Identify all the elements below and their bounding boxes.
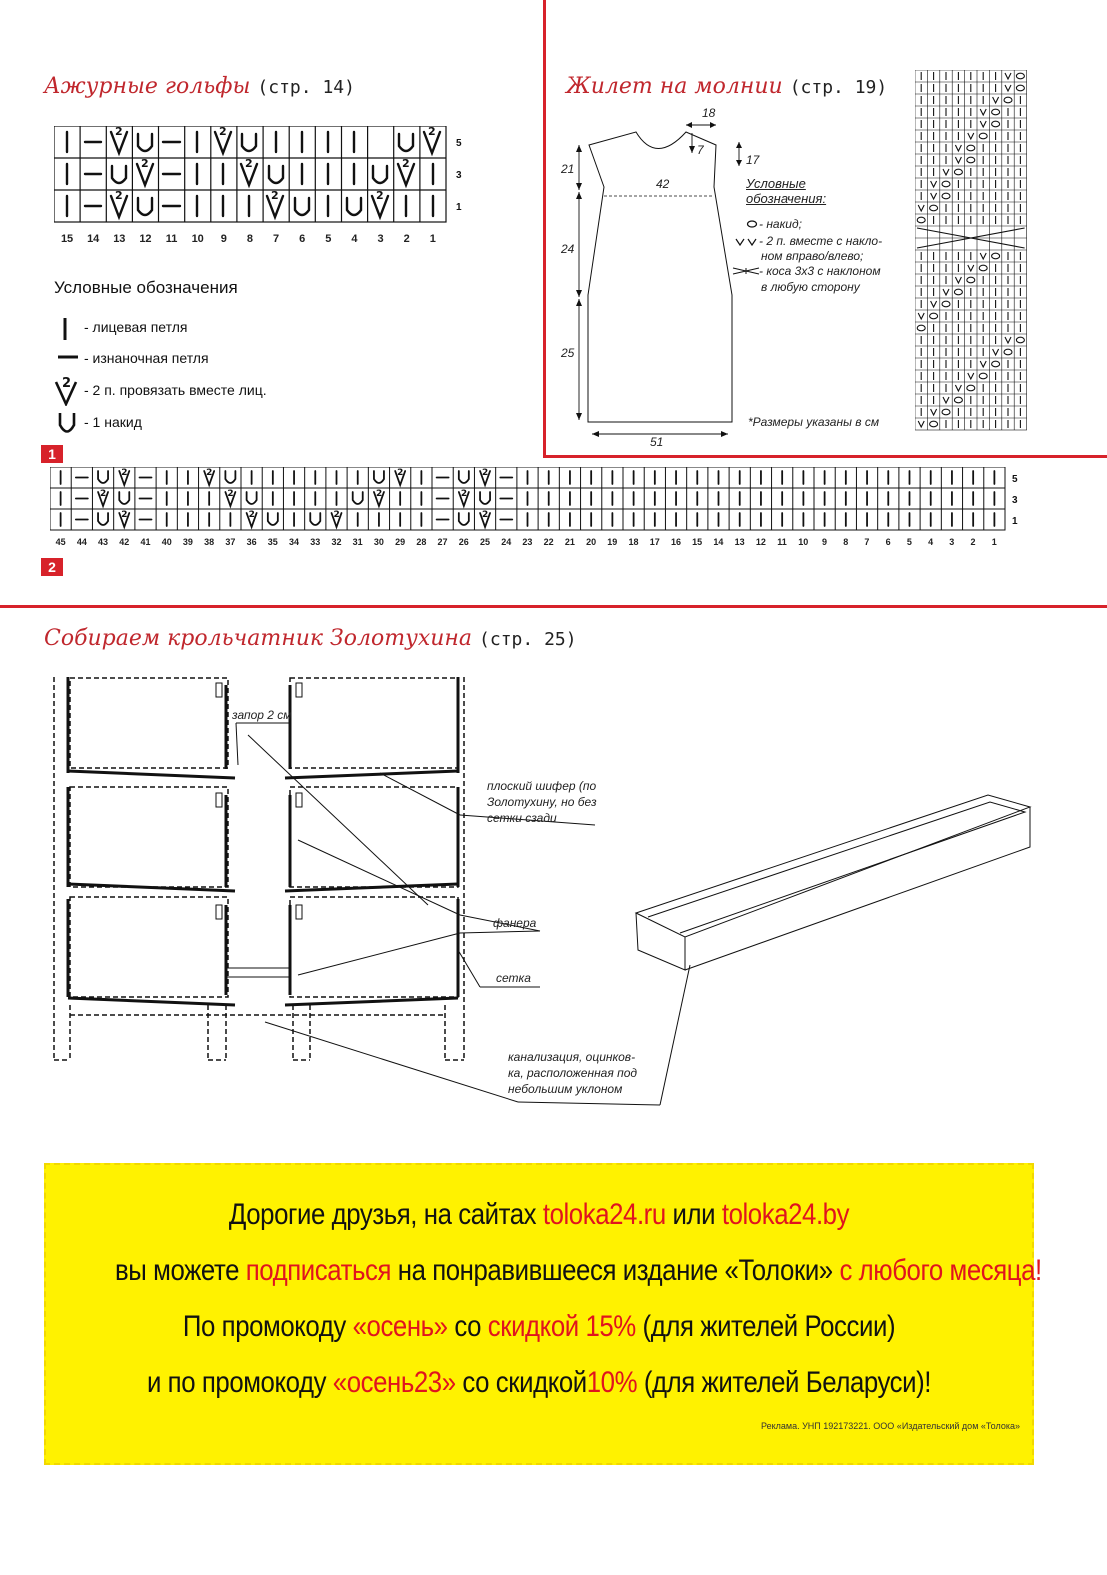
svg-text:2: 2 — [271, 189, 279, 202]
vest-dim-42: 42 — [656, 177, 670, 191]
col-number: 2 — [403, 233, 410, 245]
ad-line2-a: вы можете — [115, 1254, 246, 1287]
vest-stitch-symbol — [930, 313, 938, 319]
vest-stitch-symbol — [968, 133, 974, 139]
ad-line2-d: с любого месяца! — [839, 1254, 1042, 1287]
legend-item-yo: - 1 накид — [84, 414, 142, 430]
vest-stitch-symbol — [993, 349, 999, 355]
svg-text:2: 2 — [482, 510, 489, 520]
subscription-ad — [44, 1163, 1042, 1465]
col-number: 22 — [543, 537, 554, 547]
vest-legend-cable-icon — [732, 266, 760, 276]
vest-dim-21: 21 — [561, 162, 575, 176]
hutch-label-shifer-3: сетки сзади — [487, 811, 557, 825]
chart2-row-3: 3 — [1012, 495, 1018, 506]
legend-k2tog-icon — [52, 374, 82, 406]
legend-heading: Условные обозначения — [54, 278, 238, 297]
legend-item-knit: - лицевая петля — [84, 319, 188, 335]
col-number: 10 — [191, 233, 204, 245]
vest-stitch-symbol — [968, 373, 974, 379]
col-number: 7 — [273, 233, 280, 245]
col-number: 29 — [395, 537, 406, 547]
vest-stitch-symbol — [967, 385, 975, 391]
ad-line4-d: 10% — [586, 1366, 638, 1399]
svg-text:2: 2 — [141, 157, 149, 170]
title-golfy-name: Ажурные гольфы — [44, 74, 251, 99]
svg-text:2: 2 — [333, 510, 340, 520]
col-number: 38 — [204, 537, 215, 547]
col-number: 13 — [734, 537, 745, 547]
legend-knit-icon — [58, 316, 72, 342]
col-number: 4 — [351, 233, 358, 245]
stitch-symbol — [374, 471, 384, 483]
ad-line-2 — [115, 1254, 1042, 1288]
stitch-symbol — [459, 513, 469, 525]
vest-stitch-symbol — [931, 409, 937, 415]
stitch-symbol — [98, 471, 108, 483]
vest-stitch-symbol — [942, 409, 950, 415]
col-number: 9 — [220, 233, 227, 245]
col-number: 8 — [246, 233, 253, 245]
svg-text:2: 2 — [376, 189, 384, 202]
chart1-row-5: 5 — [456, 138, 462, 149]
legend-purl-icon — [56, 350, 80, 364]
vest-dim-17: 17 — [746, 153, 760, 167]
col-number: 41 — [140, 537, 151, 547]
vest-stitch-symbol — [918, 205, 924, 211]
stitch-symbol — [247, 492, 257, 504]
col-number: 36 — [246, 537, 257, 547]
vest-stitch-symbol — [967, 145, 975, 151]
col-number: 1 — [429, 233, 436, 245]
ad-line-4 — [115, 1366, 963, 1400]
vest-legend-item-yo: - накид; — [759, 217, 802, 231]
svg-text:2: 2 — [115, 126, 123, 138]
vest-legend-item-cable: - коса 3х3 с наклоном — [759, 264, 881, 278]
col-number: 23 — [522, 537, 533, 547]
vest-legend-item-dec: - 2 п. вместе с накло- — [759, 234, 883, 248]
col-number: 3 — [949, 537, 955, 547]
col-number: 25 — [479, 537, 490, 547]
col-number: 12 — [755, 537, 766, 547]
col-number: 6 — [885, 537, 891, 547]
col-number: 30 — [373, 537, 384, 547]
vest-dim-25: 25 — [561, 346, 575, 360]
col-number: 44 — [76, 537, 87, 547]
stitch-symbol — [268, 513, 278, 525]
ad-line3-e: (для жителей России) — [635, 1310, 896, 1343]
vest-stitch-symbol — [943, 397, 949, 403]
col-number: 6 — [299, 233, 306, 245]
vest-stitch-symbol — [955, 145, 961, 151]
svg-text:2: 2 — [100, 489, 107, 499]
chart1-row-3: 3 — [456, 170, 462, 181]
hutch-label-zapor: запор 2 см — [232, 708, 292, 722]
vest-legend-title: Условные обозначения: — [746, 176, 827, 206]
stitch-symbol — [480, 492, 490, 504]
vest-stitch-symbol — [930, 421, 938, 427]
col-number: 37 — [225, 537, 236, 547]
vest-stitch-symbol — [992, 109, 1000, 115]
hutch-label-shifer-2: Золотухину, но без — [487, 795, 597, 809]
vest-knit-chart — [915, 70, 1035, 434]
title-krol — [44, 626, 577, 651]
vest-legend-dec-icon — [734, 237, 758, 247]
svg-text:2: 2 — [62, 376, 72, 391]
svg-text:2: 2 — [115, 189, 123, 202]
col-number: 5 — [906, 537, 912, 547]
col-number: 2 — [970, 537, 976, 547]
stitch-symbol — [310, 513, 320, 525]
col-number: 43 — [98, 537, 109, 547]
vest-stitch-symbol — [967, 277, 975, 283]
title-golfy-page: (стр. 14) — [257, 77, 355, 98]
vest-stitch-symbol — [930, 205, 938, 211]
col-number: 10 — [798, 537, 809, 547]
col-number: 34 — [289, 537, 300, 547]
vest-stitch-symbol — [931, 301, 937, 307]
divider-vertical — [543, 0, 546, 458]
hutch-label-kanal-1: канализация, оцинков- — [508, 1050, 636, 1064]
col-number: 14 — [713, 537, 724, 547]
chart2-col-numbers — [50, 537, 1005, 547]
col-number: 18 — [628, 537, 639, 547]
col-number: 11 — [777, 537, 787, 547]
vest-stitch-symbol — [979, 373, 987, 379]
ad-line2-c: на понравившееся издание «Толоки» — [391, 1254, 840, 1287]
vest-stitch-symbol — [979, 265, 987, 271]
legend-yo-icon — [56, 410, 78, 436]
legend-item-purl: - изнаночная петля — [84, 350, 209, 366]
vest-dim-24: 24 — [561, 242, 575, 256]
col-number: 27 — [437, 537, 448, 547]
svg-text:2: 2 — [460, 489, 468, 499]
col-number: 13 — [113, 233, 126, 245]
title-zhilet-page: (стр. 19) — [789, 77, 888, 98]
ad-link-toloka-by[interactable]: toloka24.by — [721, 1198, 850, 1231]
vest-stitch-symbol — [992, 361, 1000, 367]
ad-line4-e: (для жителей Беларуси)! — [637, 1366, 932, 1399]
svg-text:2: 2 — [206, 468, 213, 478]
vest-stitch-symbol — [943, 169, 949, 175]
col-number: 45 — [55, 537, 66, 547]
hutch-label-setka: сетка — [496, 971, 531, 985]
svg-text:2: 2 — [397, 468, 404, 478]
vest-stitch-symbol — [1016, 337, 1024, 343]
svg-text:2: 2 — [121, 510, 128, 520]
svg-text:2: 2 — [219, 126, 227, 138]
vest-stitch-symbol — [943, 289, 949, 295]
ad-link-toloka-ru[interactable]: toloka24.ru — [542, 1198, 666, 1231]
ad-line3-a: По промокоду — [182, 1310, 353, 1343]
vest-stitch-symbol — [980, 361, 986, 367]
chart1-row-1: 1 — [456, 202, 462, 213]
vest-stitch-symbol — [931, 193, 937, 199]
hutch-label-shifer-1: плоский шифер (по — [487, 779, 597, 793]
title-golfy — [44, 74, 355, 99]
vest-stitch-symbol — [931, 181, 937, 187]
svg-text:2: 2 — [402, 157, 410, 170]
svg-text:2: 2 — [245, 157, 253, 170]
badge-1: 1 — [41, 445, 63, 463]
vest-stitch-symbol — [942, 301, 950, 307]
vest-stitch-symbol — [955, 277, 961, 283]
ad-line1-a: Дорогие друзья, на сайтах — [228, 1198, 543, 1231]
ad-line4-c: со скидкой — [455, 1366, 587, 1399]
col-number: 15 — [60, 233, 74, 245]
ad-footer: Реклама. УНП 192173221. ООО «Издательский дом «Толока» — [760, 1421, 1020, 1431]
vest-stitch-symbol — [942, 193, 950, 199]
col-number: 5 — [325, 233, 332, 245]
vest-stitch-symbol — [967, 157, 975, 163]
col-number: 8 — [843, 537, 849, 547]
stitch-symbol — [119, 492, 129, 504]
vest-dim-51: 51 — [650, 435, 664, 449]
vest-note: *Размеры указаны в см — [748, 415, 880, 429]
col-number: 42 — [119, 537, 130, 547]
chart1-col-numbers — [54, 233, 446, 245]
vest-stitch-symbol — [942, 181, 950, 187]
vest-stitch-symbol — [955, 157, 961, 163]
col-number: 32 — [331, 537, 342, 547]
knit-chart-2 — [50, 467, 1008, 533]
stitch-symbol — [459, 471, 469, 483]
vest-legend-item-cable2: в любую сторону — [761, 280, 860, 294]
hutch-diagram — [40, 665, 1040, 1115]
col-number: 14 — [87, 233, 100, 245]
hutch-label-kanal-2: ка, расположенная под — [508, 1066, 638, 1080]
chart2-row-5: 5 — [1012, 474, 1018, 485]
col-number: 15 — [692, 537, 703, 547]
col-number: 40 — [161, 537, 172, 547]
knit-chart-1 — [54, 126, 450, 224]
col-number: 12 — [139, 233, 152, 245]
hutch-label-kanal-3: небольшим уклоном — [508, 1082, 623, 1096]
vest-stitch-symbol — [954, 397, 962, 403]
vest-dim-18: 18 — [702, 106, 716, 120]
ad-line4-a: и по промокоду — [146, 1366, 333, 1399]
ad-line-1 — [115, 1198, 963, 1232]
vest-stitch-symbol — [1004, 349, 1012, 355]
ad-line3-d: скидкой 15% — [487, 1310, 636, 1343]
vest-stitch-symbol — [1004, 97, 1012, 103]
vest-stitch-symbol — [1005, 337, 1011, 343]
vest-stitch-symbol — [992, 121, 1000, 127]
stitch-symbol — [98, 513, 108, 525]
col-number: 33 — [310, 537, 321, 547]
col-number: 26 — [458, 537, 469, 547]
vest-stitch-symbol — [980, 121, 986, 127]
ad-line-3 — [115, 1310, 963, 1344]
vest-stitch-symbol — [993, 97, 999, 103]
ad-line4-b: «осень23» — [332, 1366, 456, 1399]
col-number: 7 — [864, 537, 870, 547]
ad-line3-b: «осень» — [352, 1310, 448, 1343]
col-number: 11 — [165, 233, 178, 245]
col-number: 4 — [928, 537, 934, 547]
col-number: 21 — [564, 537, 575, 547]
col-number: 9 — [821, 537, 827, 547]
col-number: 31 — [352, 537, 363, 547]
svg-text:2: 2 — [121, 468, 128, 478]
vest-stitch-symbol — [979, 133, 987, 139]
vest-stitch-symbol — [918, 421, 924, 427]
vest-dim-7: 7 — [697, 143, 704, 157]
hutch-label-fanera: фанера — [493, 916, 537, 930]
col-number: 20 — [586, 537, 597, 547]
title-krol-page: (стр. 25) — [479, 629, 577, 650]
vest-stitch-symbol — [918, 313, 924, 319]
divider-horizontal-top — [543, 455, 1107, 458]
vest-stitch-symbol — [1016, 85, 1024, 91]
stitch-symbol — [225, 471, 235, 483]
stitch-symbol — [353, 492, 363, 504]
title-krol-name: Собираем крольчатник Золотухина — [44, 626, 473, 651]
col-number: 17 — [649, 537, 660, 547]
vest-legend-yo-icon — [746, 219, 758, 229]
title-zhilet — [566, 74, 887, 99]
svg-text:2: 2 — [482, 468, 489, 478]
vest-stitch-symbol — [917, 217, 925, 223]
vest-stitch-symbol — [917, 325, 925, 331]
ad-line2-b: подписаться — [245, 1254, 392, 1287]
vest-stitch-symbol — [1016, 73, 1024, 79]
svg-text:2: 2 — [248, 510, 255, 520]
svg-text:2: 2 — [375, 489, 383, 499]
col-number: 19 — [607, 537, 618, 547]
chart2-row-1: 1 — [1012, 516, 1018, 527]
vest-stitch-symbol — [954, 169, 962, 175]
col-number: 28 — [416, 537, 427, 547]
title-zhilet-name: Жилет на молнии — [566, 74, 783, 99]
ad-line3-c: со — [447, 1310, 488, 1343]
vest-schematic — [556, 100, 756, 450]
svg-text:2: 2 — [428, 126, 436, 138]
col-number: 16 — [670, 537, 681, 547]
legend-item-k2tog: - 2 п. провязать вместе лиц. — [84, 382, 267, 398]
vest-stitch-symbol — [1005, 73, 1011, 79]
vest-stitch-symbol — [968, 265, 974, 271]
col-number: 24 — [501, 537, 512, 547]
divider-horizontal-mid — [0, 605, 1107, 608]
vest-stitch-symbol — [955, 385, 961, 391]
vest-stitch-symbol — [992, 253, 1000, 259]
badge-2: 2 — [41, 558, 63, 576]
col-number: 1 — [991, 537, 997, 547]
vest-stitch-symbol — [954, 289, 962, 295]
col-number: 3 — [377, 233, 384, 245]
col-number: 35 — [267, 537, 278, 547]
vest-legend-item-dec2: ном вправо/влево; — [761, 249, 864, 263]
vest-stitch-symbol — [980, 253, 986, 259]
svg-text:2: 2 — [227, 489, 234, 499]
col-number: 39 — [182, 537, 193, 547]
vest-stitch-symbol — [1005, 85, 1011, 91]
vest-stitch-symbol — [980, 109, 986, 115]
ad-line1-c: или — [665, 1198, 722, 1231]
